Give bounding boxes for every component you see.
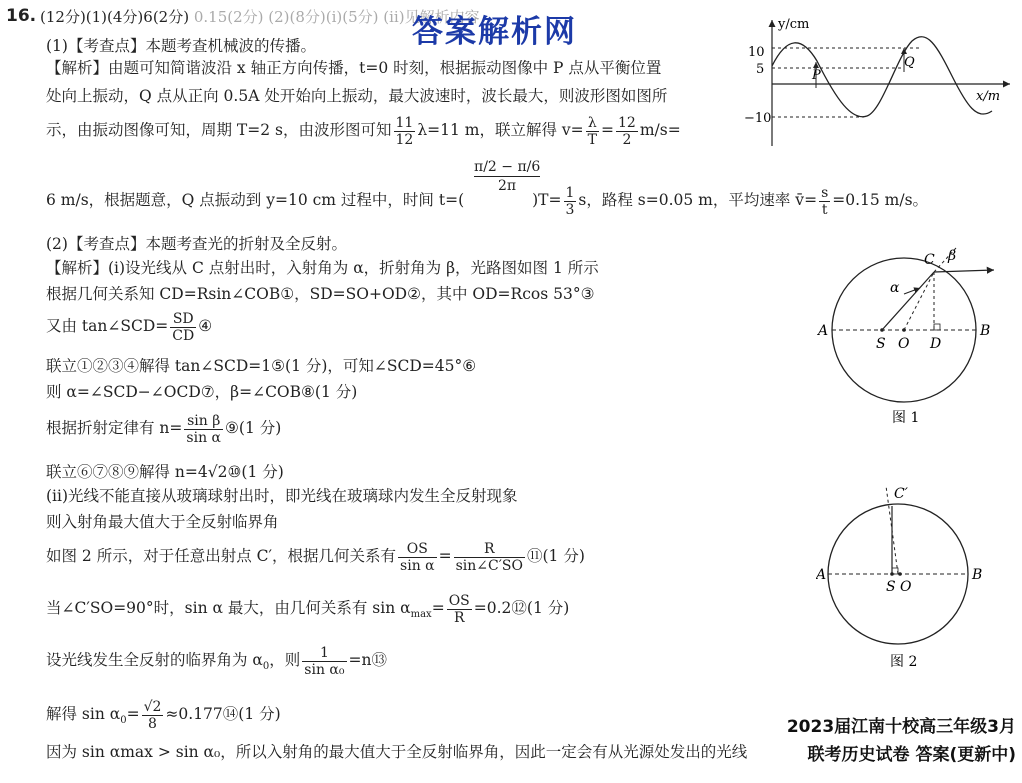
fig2-label-a: A — [816, 567, 827, 583]
fig1-label-beta: β — [948, 248, 957, 264]
part2-kaodian: (2)【考查点】本题考查光的折射及全反射。 — [46, 235, 347, 253]
part2-l7: 联立⑥⑦⑧⑨解得 n=4√2⑩(1 分) — [46, 463, 284, 481]
time-fraction-top: π/2 − π/6 — [474, 159, 541, 175]
fig1-label-o: O — [898, 336, 910, 352]
fig2-label-b: B — [972, 567, 983, 583]
part2-l4: 联立①②③④解得 tan∠SCD=1⑤(1 分)，可知∠SCD=45°⑥ — [46, 357, 477, 375]
score-header-faint: 0.15(2分) (2)(8分)(ⅰ)(5分) (ⅱ)见解析内容 — [193, 8, 480, 26]
part2-l5: 则 α=∠SCD−∠OCD⑦，β=∠COB⑧(1 分) — [46, 383, 358, 401]
frac-12-2: $\frac{12}{2}$ — [618, 114, 636, 148]
fig1-label-a: A — [818, 323, 829, 339]
fig1-label-c: C — [924, 252, 935, 268]
part2-l6: 根据折射定律有 n= $\frac{\text{sin β}}{\text{sin α}}$ ⑨(1 分) — [46, 412, 282, 446]
part1-line3-a: 示，由振动图像可知，周期 T=2 s，由波形图可知 — [46, 121, 392, 139]
part2-l1: 【解析】(ⅰ)设光线从 C 点射出时，入射角为 α，折射角为 β，光路图如图 1 所示 — [46, 259, 599, 277]
part2-l14: 因为 sin αmax > sin α₀，所以入射角的最大值大于全反射临界角，因此一定会有从光源处发出的光线 — [46, 743, 748, 761]
part1-line3-b: λ=11 m，联立解得 v= — [417, 121, 584, 139]
tick-10: 10 — [748, 45, 765, 60]
wave-ylabel: y/cm — [778, 17, 810, 32]
frac-sinb-sina: $\frac{\text{sin β}}{\text{sin α}}$ — [186, 412, 221, 446]
part1-line2: 处向上振动，Q 点从正向 0.5A 处开始向上振动，最大波速时，波长最大，则波形图如图所 — [46, 87, 668, 105]
frac-11-12: $\frac{11}{12}$ — [395, 114, 414, 148]
label-p: P — [812, 68, 821, 83]
part1-line4-a: 6 m/s，根据题意，Q 点振动到 y=10 cm 过程中，时间 t=( — [46, 191, 465, 209]
fig2-caption: 图 2 — [890, 654, 918, 670]
fig1-label-alpha: α — [890, 280, 900, 296]
frac-s-t: $\frac{s}{t}$ — [821, 184, 829, 218]
question-number: 16. — [6, 6, 37, 26]
wave-graph — [742, 16, 1022, 156]
part2-l13: 解得 $\sin \alpha_0=$ $\frac{√2}{8}$ ≈0.177⑭(1 分) — [46, 698, 281, 732]
wave-curve — [772, 37, 992, 117]
wave-xlabel: x/m — [976, 89, 1001, 104]
tick-5: 5 — [756, 62, 765, 77]
frac-r-sincso: $\frac{R}{\sin\angle C'SO}$ — [455, 540, 523, 574]
watermark: 答案解析网 — [412, 14, 577, 50]
time-fraction-bottom: 2π — [497, 178, 517, 194]
part2-l2: 根据几何关系知 CD=Rsin∠COB①，SD=SO+OD②，其中 OD=Rcos 53°③ — [46, 285, 595, 303]
part2-l11: 当∠C′SO=90°时，sin α 最大，由几何关系有 $\sin \alpha_{max}=$ $\frac{OS}{R}$ =0.2⑫(1 分) — [46, 592, 570, 626]
frac-1-sina0: $\frac{1}{\text{sin α₀}}$ — [304, 644, 345, 678]
label-q: Q — [904, 55, 915, 70]
footer-line1: 2023届江南十校高三年级3月 — [787, 712, 1016, 737]
fig1-label-s: S — [876, 336, 886, 352]
part1-line4: 6 m/s，根据题意，Q 点振动到 y=10 cm 过程中，时间 t=( )T= $\frac{1}{3}$ s，路程 s=0.05 m，平均速率 v̄= $\frac{s}{t}$ =0.15 m/s。 — [46, 184, 929, 218]
fig1-caption: 图 1 — [892, 410, 920, 426]
fig2-label-s: S — [886, 579, 896, 595]
part2-l10: 如图 2 所示，对于任意出射点 C′，根据几何关系有 $\frac{OS}{\text{sin α}}$ = $\frac{R}{\sin\angle C'SO}$ ⑪(1 分) — [46, 540, 585, 574]
tick-neg10: −10 — [744, 111, 772, 126]
part2-l3: 又由 tan∠SCD= $\frac{SD}{CD}$ ④ — [46, 310, 213, 344]
frac-1-3: $\frac{1}{3}$ — [565, 184, 575, 218]
part2-l9: 则入射角最大值大于全反射临界角 — [46, 513, 279, 531]
fig1-label-d: D — [930, 336, 942, 352]
frac-os-r: $\frac{OS}{R}$ — [448, 592, 470, 626]
score-header-main: (12分)(1)(4分)6(2分) — [40, 8, 190, 26]
frac-sqrt2-8: $\frac{√2}{8}$ — [143, 698, 162, 732]
figure-1 — [808, 244, 1018, 434]
fig2-label-o: O — [900, 579, 912, 595]
frac-lambda-T: $\frac{\lambda}{T}$ — [587, 114, 598, 148]
footer-line2: 联考历史试卷 答案(更新中) — [808, 740, 1016, 765]
frac-os-sina: $\frac{OS}{\text{sin α}}$ — [400, 540, 435, 574]
frac-sd-cd: $\frac{SD}{CD}$ — [172, 310, 195, 344]
part1-line3-c: m/s= — [639, 121, 681, 139]
fig1-label-b: B — [980, 323, 991, 339]
fig1-out-ray — [934, 270, 994, 272]
part1-line3: 示，由振动图像可知，周期 T=2 s，由波形图可知 $\frac{11}{12}$ λ=11 m，联立解得 v= $\frac{\lambda}{T}$ = $\frac{12}{2}$ m/s= — [46, 114, 681, 148]
fig2-label-c: C′ — [894, 486, 908, 502]
part2-l12: 设光线发生全反射的临界角为 $\alpha_0$，则 $\frac{1}{\text{sin α₀}}$ =n⑬ — [46, 644, 387, 678]
figure-2 — [816, 480, 1016, 680]
part2-l8: (ⅱ)光线不能直接从玻璃球射出时，即光线在玻璃球内发生全反射现象 — [46, 487, 518, 505]
part1-line1: 【解析】由题可知简谐波沿 x 轴正方向传播，t=0 时刻，根据振动图像中 P 点从平衡位置 — [46, 59, 662, 77]
part1-kaodian: (1)【考查点】本题考查机械波的传播。 — [46, 37, 316, 55]
